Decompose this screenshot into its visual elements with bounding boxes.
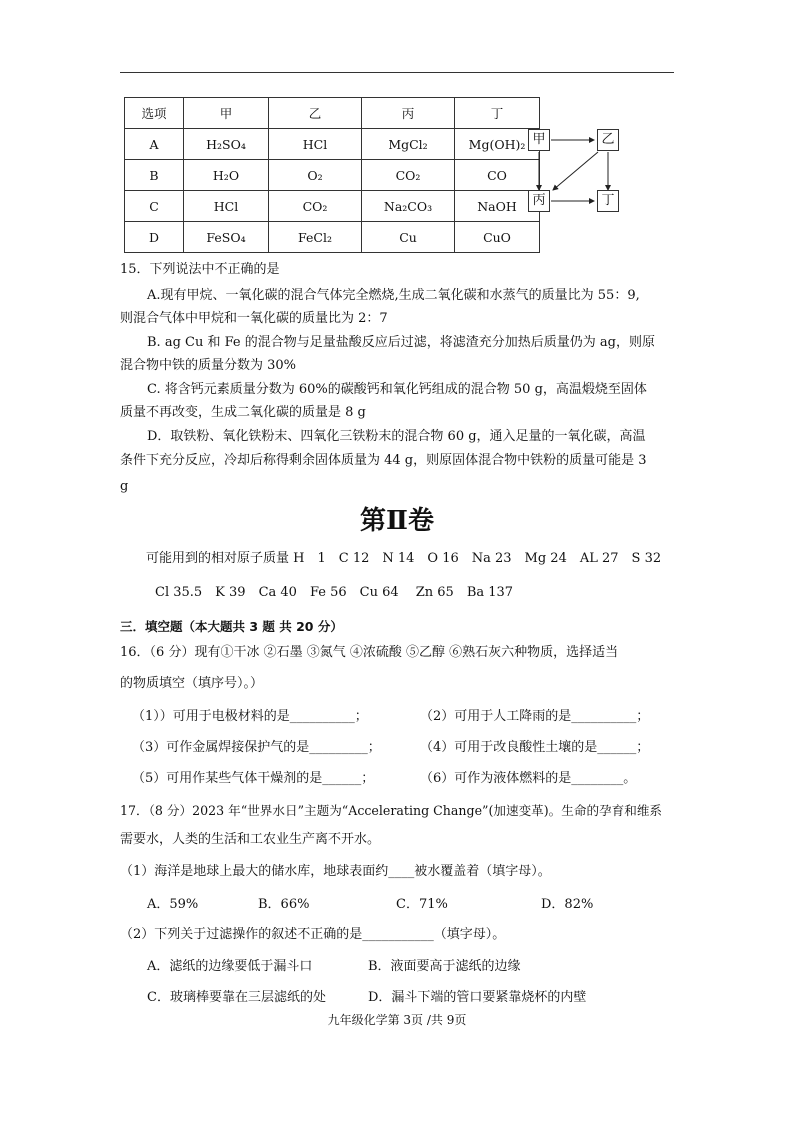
table-cell: FeCl₂ — [269, 222, 362, 253]
table-row — [125, 191, 540, 222]
table-header-cell: 丙 — [362, 98, 455, 129]
table-cell: H₂O — [184, 160, 269, 191]
atomic-masses-line2: Cl 35.5 K 39 Ca 40 Fe 56 Cu 64 Zn 65 Ba 137 — [155, 585, 514, 600]
q15-option-d-line2: 条件下充分反应，冷却后称得剩余固体质量为 44 g，则原固体混合物中铁粉的质量可能是 3 — [120, 453, 647, 468]
table-cell: CO — [455, 160, 540, 191]
table-header-cell: 甲 — [184, 98, 269, 129]
q17-stem-line2: 需要水，人类的生活和工农业生产离不开水。 — [120, 832, 381, 847]
table-header-cell: 选项 — [125, 98, 184, 129]
table-row — [125, 160, 540, 191]
section-title: 第Ⅱ卷 — [360, 506, 434, 536]
q16-item-4: （4）可用于改良酸性土壤的是______； — [420, 740, 650, 755]
q17-part2-option-b: B．液面要高于滤纸的边缘 — [368, 959, 521, 974]
q16-item-1: （1））可用于电极材料的是__________； — [132, 709, 368, 724]
table-row — [125, 222, 540, 253]
q15-option-d-line3: g — [120, 479, 129, 494]
q17-part1-option-b: B．66% — [258, 897, 310, 912]
node-bing: 丙 — [528, 190, 550, 212]
relation-diagram — [528, 128, 628, 216]
header-rule — [120, 72, 674, 73]
q16-item-5: （5）可用作某些气体干燥剂的是______； — [132, 771, 375, 786]
table-cell: NaOH — [455, 191, 540, 222]
table-header-cell: 乙 — [269, 98, 362, 129]
node-yi: 乙 — [597, 129, 619, 151]
table-cell: HCl — [184, 191, 269, 222]
table-row — [125, 129, 540, 160]
table-cell: Na₂CO₃ — [362, 191, 455, 222]
arrow-yi-bing — [553, 152, 598, 190]
table-header-row — [125, 98, 540, 129]
q15-option-d-line1: D．取铁粉、氧化铁粉末、四氧化三铁粉末的混合物 60 g，通入足量的一氧化碳，高温 — [147, 429, 646, 444]
q17-stem-line1: 17．（8 分）2023 年“世界水日”主题为“Accelerating Change”(加速变革)。生命的孕育和维系 — [120, 803, 663, 818]
q16-item-3: （3）可作金属焊接保护气的是_________； — [132, 740, 381, 755]
table-cell: FeSO₄ — [184, 222, 269, 253]
table-header-cell: 丁 — [455, 98, 540, 129]
node-ding: 丁 — [597, 190, 619, 212]
table-cell: C — [125, 191, 184, 222]
q17-part1-option-a: A．59% — [147, 897, 199, 912]
q17-part2-option-a: A．滤纸的边缘要低于漏斗口 — [147, 959, 313, 974]
table-cell: B — [125, 160, 184, 191]
q15-option-b-line2: 混合物中铁的质量分数为 30% — [120, 358, 297, 373]
page-footer: 九年级化学第 3页 /共 9页 — [327, 1013, 467, 1027]
q17-part1-option-c: C．71% — [396, 897, 448, 912]
q16-stem-line2: 的物质填空（填序号）。） — [120, 676, 264, 691]
q15-option-b-line1: B. ag Cu 和 Fe 的混合物与足量盐酸反应后过滤，将滤渣充分加热后质量仍为 ag，则原 — [147, 335, 655, 350]
table-cell: HCl — [269, 129, 362, 160]
table-cell: MgCl₂ — [362, 129, 455, 160]
table-cell: Cu — [362, 222, 455, 253]
q17-part2-option-d: D．漏斗下端的管口要紧靠烧杯的内壁 — [368, 990, 587, 1005]
q15-stem: 15．下列说法中不正确的是 — [120, 262, 280, 277]
table-cell: A — [125, 129, 184, 160]
table-cell: H₂SO₄ — [184, 129, 269, 160]
table-cell: CuO — [455, 222, 540, 253]
table-cell: CO₂ — [269, 191, 362, 222]
atomic-masses-line1: 可能用到的相对原子质量 H 1 C 12 N 14 O 16 Na 23 Mg 24 AL 27 S 32 — [146, 551, 662, 566]
q15-option-c-line1: C. 将含钙元素质量分数为 60%的碳酸钙和氧化钙组成的混合物 50 g，高温煅烧至固体 — [147, 382, 647, 397]
table-cell: O₂ — [269, 160, 362, 191]
q17-part1-option-d: D．82% — [541, 897, 594, 912]
q16-item-2: （2）可用于人工降雨的是__________； — [420, 709, 650, 724]
q15-option-c-line2: 质量不再改变，生成二氧化碳的质量是 8 g — [120, 405, 366, 420]
q16-stem-line1: 16．（6 分）现有①干冰 ②石墨 ③氮气 ④浓硫酸 ⑤乙醇 ⑥熟石灰六种物质，选择适当 — [120, 645, 619, 660]
q16-item-6: （6）可作为液体燃料的是________。 — [420, 771, 637, 786]
options-table — [124, 97, 540, 253]
table-cell: Mg(OH)₂ — [455, 129, 540, 160]
q15-option-a-line1: A.现有甲烷、一氧化碳的混合气体完全燃烧,生成二氧化碳和水蒸气的质量比为 55：9, — [147, 288, 640, 303]
q17-part2-option-c: C．玻璃棒要靠在三层滤纸的处 — [147, 990, 326, 1005]
q15-option-a-line2: 则混合气体中甲烷和一氧化碳的质量比为 2：7 — [120, 311, 388, 326]
part3-heading: 三．填空题（本大题共 3 题 共 20 分） — [120, 619, 343, 634]
q17-part2: （2）下列关于过滤操作的叙述不正确的是___________（填字母）。 — [120, 927, 506, 942]
table-cell: D — [125, 222, 184, 253]
table-cell: CO₂ — [362, 160, 455, 191]
node-jia: 甲 — [528, 129, 550, 151]
q17-part1: （1）海洋是地球上最大的储水库，地球表面约____被水覆盖着（填字母）。 — [120, 864, 551, 879]
